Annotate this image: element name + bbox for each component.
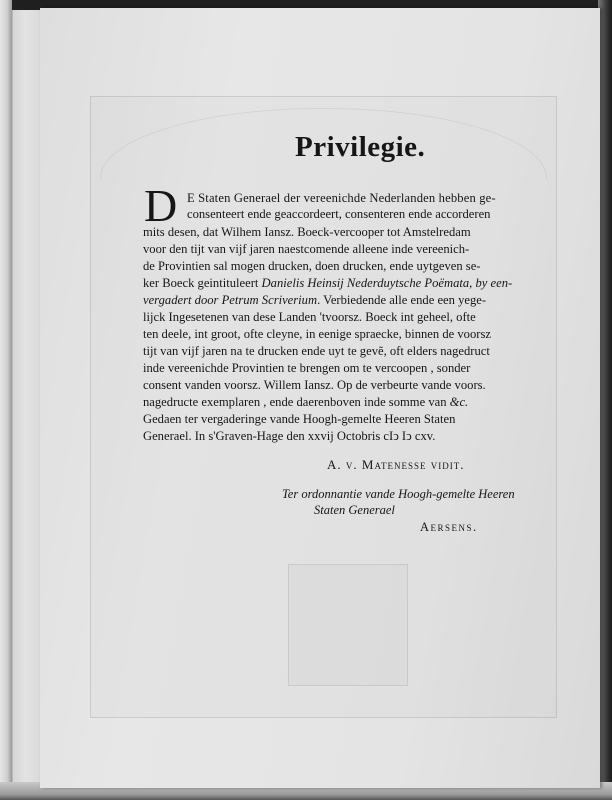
editor-name-italic: vergadert door Petrum Scriverium bbox=[143, 293, 318, 307]
body-line-8: lijck Ingesetenen van dese Landen 'tvoorsz. Boeck int geheel, ofte bbox=[143, 310, 476, 324]
body-line-13: nagedructe exemplaren , ende daerenboven inde somme van &c. bbox=[143, 395, 469, 409]
body-line-3: mits desen, dat Wilhem Iansz. Boeck-vercooper tot Amstelredam bbox=[143, 225, 471, 239]
signature-aersens: Aersens. bbox=[420, 520, 478, 534]
body-line-6: ker Boeck geintituleert Danielis Heinsij Nederduytsche Poëmata, by een- bbox=[143, 276, 513, 290]
body-line-1: E Staten Generael der vereenichde Nederlanden hebben ge- bbox=[187, 191, 496, 205]
etcetera-italic: &c. bbox=[449, 395, 469, 409]
book-title-italic: Danielis Heinsij Nederduytsche Poëmata, by een- bbox=[261, 276, 513, 290]
body-line-7: vergadert door Petrum Scriverium. Verbiedende alle ende een yege- bbox=[143, 293, 487, 307]
body-line-2: consenteert ende geaccordeert, consenteren ende accorderen bbox=[187, 207, 491, 221]
book-fore-edge-shadow bbox=[598, 0, 612, 800]
body-line-10: tijt van vijf jaren na te drucken ende uyt te gevẽ, oft elders nagedruct bbox=[143, 344, 490, 358]
drop-capital: D bbox=[144, 180, 178, 231]
show-through-cartouche bbox=[288, 564, 408, 686]
body-line-15: Generael. In s'Graven-Hage den xxvij Octobris cIↄ Iↄ cxv. bbox=[143, 429, 436, 443]
body-line-9: ten deele, int groot, ofte cleyne, in eenige spraecke, binnen de voorsz bbox=[143, 327, 491, 341]
book-binding-edge bbox=[0, 0, 12, 800]
printed-leaf bbox=[40, 8, 600, 788]
ordinance-line-2: Staten Generael bbox=[314, 503, 395, 517]
ordinance-line-1: Ter ordonnantie vande Hoogh-gemelte Heeren bbox=[282, 487, 515, 501]
body-line-4: voor den tijt van vijf jaren naestcomende alleene inde vereenich- bbox=[143, 242, 470, 256]
page-title: Privilegie. bbox=[295, 131, 426, 163]
body-line-14: Gedaen ter vergaderinge vande Hoogh-gemelte Heeren Staten bbox=[143, 412, 456, 426]
body-line-5: de Provintien sal mogen drucken, doen drucken, ende uytgeven se- bbox=[143, 259, 481, 273]
book-leaf-edges bbox=[12, 10, 43, 800]
body-line-12: consent vanden voorsz. Willem Iansz. Op de verbeurte vande voors. bbox=[143, 378, 486, 392]
body-line-11: inde vereenichde Provintien te brengen om te vercoopen , sonder bbox=[143, 361, 471, 375]
signature-matenesse: A. v. Matenesse vidit. bbox=[327, 457, 465, 472]
